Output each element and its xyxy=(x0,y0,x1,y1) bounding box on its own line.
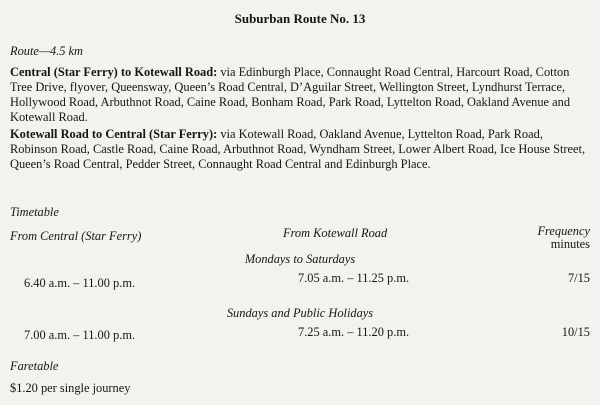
col-central-heading: From Central (Star Ferry) xyxy=(10,229,142,243)
outbound-heading: Central (Star Ferry) to Kotewall Road: xyxy=(10,65,218,79)
timetable-heading: Timetable xyxy=(10,205,59,219)
faretable-heading: Faretable xyxy=(10,359,59,373)
fare-text: $1.20 per single journey xyxy=(10,381,131,395)
col-kotewall-heading: From Kotewall Road xyxy=(283,226,388,240)
weekdays-frequency: 7/15 xyxy=(567,271,590,285)
holidays-kotewall-times: 7.25 a.m. – 11.20 p.m. xyxy=(298,325,410,339)
page-title: Suburban Route No. 13 xyxy=(234,11,366,26)
route-dash: — xyxy=(38,44,50,58)
route-label: Route xyxy=(10,44,39,58)
inbound-text: via Kotewall Road, Oakland Avenue, Lyttelton Road, Park Road, Robinson Road, Castle Road, Caine Road, Arbuthnot Road, Wyndham Street, Lower Albert Road, Ice House Street, Queen’s Road Central, Pedder Street, Connaught Road Central and Edinburgh Place. xyxy=(10,127,586,171)
holidays-label: Sundays and Public Holidays xyxy=(226,306,374,320)
route-distance: 4.5 km xyxy=(49,44,83,58)
inbound-heading: Kotewall Road to Central (Star Ferry): xyxy=(10,127,218,141)
weekdays-label: Mondays to Saturdays xyxy=(244,252,356,266)
weekdays-central-times: 6.40 a.m. – 11.00 p.m. xyxy=(24,276,136,290)
weekdays-kotewall-times: 7.05 a.m. – 11.25 p.m. xyxy=(298,271,410,285)
col-frequency-heading: Frequency xyxy=(537,224,590,238)
holidays-central-times: 7.00 a.m. – 11.00 p.m. xyxy=(24,328,136,342)
col-frequency-unit: minutes xyxy=(550,237,590,251)
inbound-route-paragraph xyxy=(10,127,592,172)
holidays-frequency: 10/15 xyxy=(561,325,590,339)
outbound-route-paragraph xyxy=(10,65,592,125)
outbound-text: via Edinburgh Place, Connaught Road Central, Harcourt Road, Cotton Tree Drive, flyover, Queensway, Queen’s Road Central, D’Aguilar Street, Wellington Street, Lyndhurst Terrace, Hollywood Road, Arbuthnot Road, Caine Road, Bonham Road, Park Road, Lyttelton Road, Oakland Avenue and Kotewall Road. xyxy=(10,65,571,124)
route-length xyxy=(10,44,592,59)
